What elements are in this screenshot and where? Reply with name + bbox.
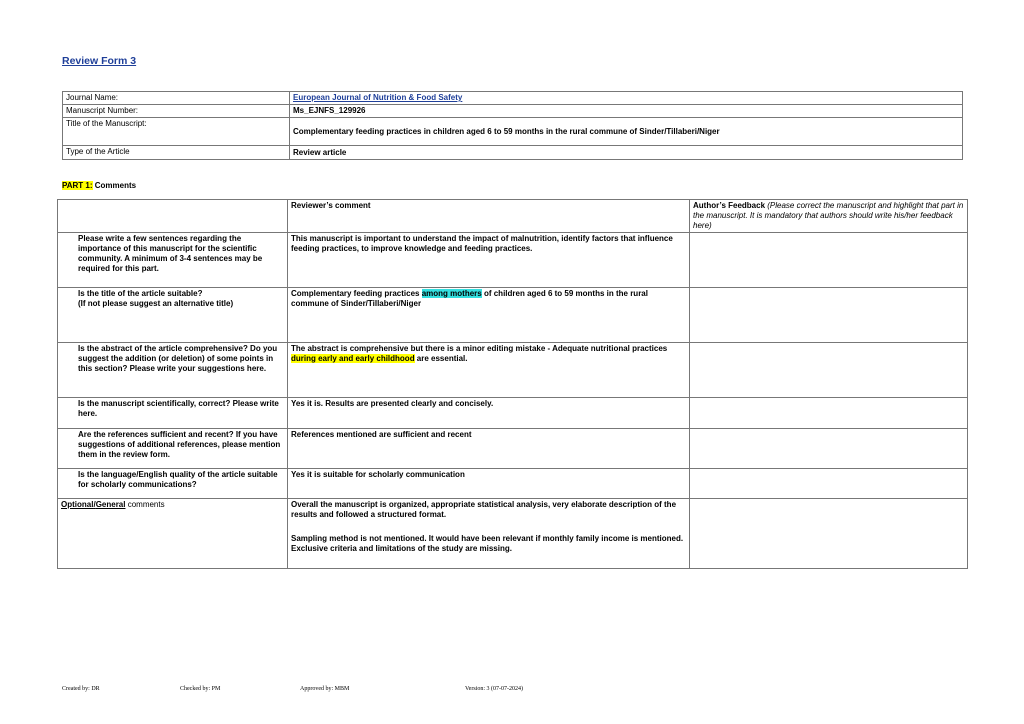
- author-feedback-title: Author’s Feedback: [693, 201, 766, 210]
- question-title-line1: Is the title of the article suitable?: [78, 289, 203, 298]
- question-importance: Please write a few sentences regarding the importance of this manuscript for the scientific community. A minimum of 3-4 sentences may be required for this part.: [58, 233, 288, 288]
- review-comments-table: [57, 199, 968, 569]
- comment-general-p2: Sampling method is not mentioned. It would have been relevant if monthly family income is mentioned. Exclusive criteria and limitations of the study are missing.: [291, 534, 684, 553]
- optional-label: Optional: [61, 500, 94, 509]
- manuscript-title-text: Complementary feeding practices in children aged 6 to 59 months in the rural commune of Sinder/Tillaberi/Niger: [293, 126, 720, 136]
- info-row-title: [63, 118, 963, 146]
- feedback-scientific[interactable]: [690, 398, 968, 429]
- header-blank-cell: [58, 200, 288, 233]
- review-row-general: [58, 499, 968, 569]
- comment-title[interactable]: [288, 288, 690, 343]
- manuscript-number-label: Manuscript Number:: [63, 105, 290, 118]
- journal-name-label: Journal Name:: [63, 92, 290, 105]
- question-language: Is the language/English quality of the article suitable for scholarly communications?: [58, 469, 288, 499]
- info-row-journal: [63, 92, 963, 105]
- header-author-feedback: [690, 200, 968, 233]
- question-references: Are the references sufficient and recent? If you have suggestions of additional references, please mention them in the review form.: [58, 429, 288, 469]
- feedback-title[interactable]: [690, 288, 968, 343]
- comment-title-highlight: among mothers: [421, 289, 482, 298]
- article-type-label: Type of the Article: [63, 146, 290, 160]
- comment-abstract-post: are essential.: [414, 354, 468, 363]
- comment-references[interactable]: References mentioned are sufficient and recent: [288, 429, 690, 469]
- review-row-language: [58, 469, 968, 499]
- article-type-text: Review article: [293, 148, 347, 157]
- part-heading: [62, 181, 136, 190]
- manuscript-title-label: Title of the Manuscript:: [63, 118, 290, 146]
- question-scientific: Is the manuscript scientifically, correct? Please write here.: [58, 398, 288, 429]
- comment-general-p1: Overall the manuscript is organized, appropriate statistical analysis, very elaborate description of the results and followed a structured format.: [291, 500, 677, 519]
- comment-abstract[interactable]: [288, 343, 690, 398]
- footer-checked-by: Checked by: PM: [180, 686, 221, 692]
- feedback-importance[interactable]: [690, 233, 968, 288]
- feedback-general[interactable]: [690, 499, 968, 569]
- manuscript-number-value: Ms_EJNFS_129926: [290, 105, 963, 118]
- question-abstract: Is the abstract of the article comprehensive? Do you suggest the addition (or deletion) of some points in this section? Please write your suggestions here.: [58, 343, 288, 398]
- part-label: PART 1:: [62, 181, 93, 190]
- journal-link[interactable]: European Journal of Nutrition & Food Safety: [293, 93, 463, 102]
- article-type-value: [290, 146, 963, 160]
- comment-general[interactable]: [288, 499, 690, 569]
- review-row-abstract: [58, 343, 968, 398]
- review-row-title: [58, 288, 968, 343]
- comment-abstract-pre: The abstract is comprehensive but there is a minor editing mistake - Adequate nutritional practices: [291, 344, 668, 353]
- question-title: [58, 288, 288, 343]
- feedback-abstract[interactable]: [690, 343, 968, 398]
- comment-importance[interactable]: This manuscript is important to understand the impact of malnutrition, identify factors that influence feeding practices, to improve knowledge and feeding practices.: [288, 233, 690, 288]
- footer-version: Version: 3 (07-07-2024): [465, 686, 523, 692]
- footer-created-by: Created by: DR: [62, 686, 100, 692]
- review-row-importance: [58, 233, 968, 288]
- journal-name-value[interactable]: [290, 92, 963, 105]
- question-title-line2: (If not please suggest an alternative title): [78, 299, 234, 308]
- manuscript-info-table: [62, 91, 963, 160]
- comment-title-pre: Complementary feeding practices: [291, 289, 422, 298]
- part-title: Comments: [92, 181, 137, 190]
- manuscript-title-value: [290, 118, 963, 146]
- feedback-language[interactable]: [690, 469, 968, 499]
- comment-language[interactable]: Yes it is suitable for scholarly communication: [288, 469, 690, 499]
- general-label: General: [95, 500, 126, 509]
- optional-general-separator: /: [93, 500, 96, 509]
- comment-title-post: of children aged 6 to 59 months in the rural commune of Sinder/Tillaberi/Niger: [291, 289, 648, 308]
- comment-abstract-highlight: during early and early childhood: [291, 354, 415, 363]
- form-title: Review Form 3: [62, 55, 137, 67]
- header-reviewer-comment: Reviewer’s comment: [288, 200, 690, 233]
- info-row-manuscript-number: [63, 105, 963, 118]
- review-row-scientific: [58, 398, 968, 429]
- comment-scientific[interactable]: Yes it is. Results are presented clearly and concisely.: [288, 398, 690, 429]
- comments-label: comments: [125, 500, 165, 509]
- review-row-references: [58, 429, 968, 469]
- feedback-references[interactable]: [690, 429, 968, 469]
- info-row-type: [63, 146, 963, 160]
- author-feedback-instructions: (Please correct the manuscript and highlight that part in the manuscript. It is mandatory that authors should write his/her feedback here): [693, 201, 964, 230]
- review-header-row: [58, 200, 968, 233]
- footer-approved-by: Approved by: MBM: [300, 686, 350, 692]
- question-general: [58, 499, 288, 569]
